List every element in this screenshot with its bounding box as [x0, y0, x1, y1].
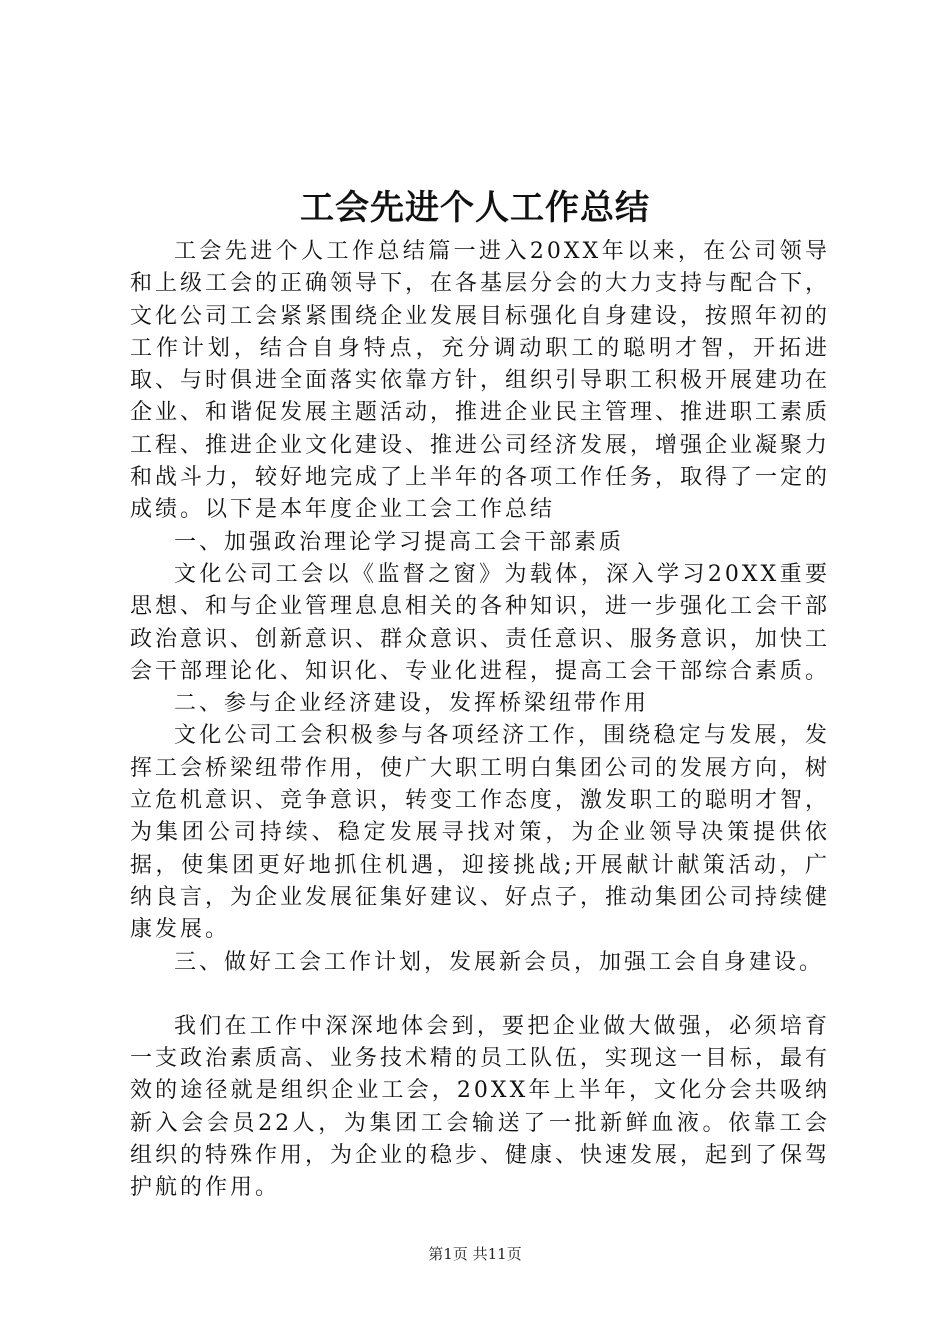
section-heading-1: 一、加强政治理论学习提高工会干部素质 [174, 529, 625, 555]
section-heading-3: 三、做好工会工作计划，发展新会员，加强工会自身建设。 [174, 949, 825, 975]
page-number-footer: 第1页 共11页 [428, 1245, 522, 1263]
section-paragraph-1: 文化公司工会以《监督之窗》为载体，深入学习20XX重要思想、和与企业管理息息相关的各种知识，进一步强化工会干部政治意识、创新意识、群众意识、责任意识、服务意识，加快工会干部理论化、知识化、专业化进程，提高工会干部综合素质。 [130, 561, 831, 684]
paragraph-spacer [130, 979, 830, 1011]
document-title: 工会先进个人工作总结 [300, 188, 650, 228]
section-paragraph-3: 我们在工作中深深地体会到，要把企业做大做强，必须培育一支政治素质高、业务技术精的员工队伍，实现这一目标，最有效的途径就是组织企业工会，20XX年上半年，文化分会共吸纳新入会会员22人，为集团工会输送了一批新鲜血液。依靠工会组织的特殊作用，为企业的稳步、健康、快速发展，起到了保驾护航的作用。 [130, 1013, 831, 1201]
section-paragraph-2: 文化公司工会积极参与各项经济工作，围绕稳定与发展，发挥工会桥梁纽带作用，使广大职工明白集团公司的发展方向，树立危机意识、竞争意识，转变工作态度，激发职工的聪明才智，为集团公司持续、稳定发展寻找对策，为企业领导决策提供依据，使集团更好地抓住机遇，迎接挑战;开展献计献策活动，广纳良言，为企业发展征集好建议、好点子，推动集团公司持续健康发展。 [130, 723, 831, 943]
section-heading-2: 二、参与企业经济建设，发挥桥梁纽带作用 [174, 691, 650, 717]
intro-paragraph: 工会先进个人工作总结篇一进入20XX年以来，在公司领导和上级工会的正确领导下，在各基层分会的大力支持与配合下，文化公司工会紧紧围绕企业发展目标强化自身建设，按照年初的工作计划，结合自身特点，充分调动职工的聪明才智，开拓进取、与时俱进全面落实依靠方针，组织引导职工积极开展建功在企业、和谐促发展主题活动，推进企业民主管理、推进职工素质工程、推进企业文化建设、推进公司经济发展，增强企业凝聚力和战斗力，较好地完成了上半年的各项工作任务，取得了一定的成绩。以下是本年度企业工会工作总结 [130, 239, 831, 523]
document-body [130, 236, 830, 1205]
